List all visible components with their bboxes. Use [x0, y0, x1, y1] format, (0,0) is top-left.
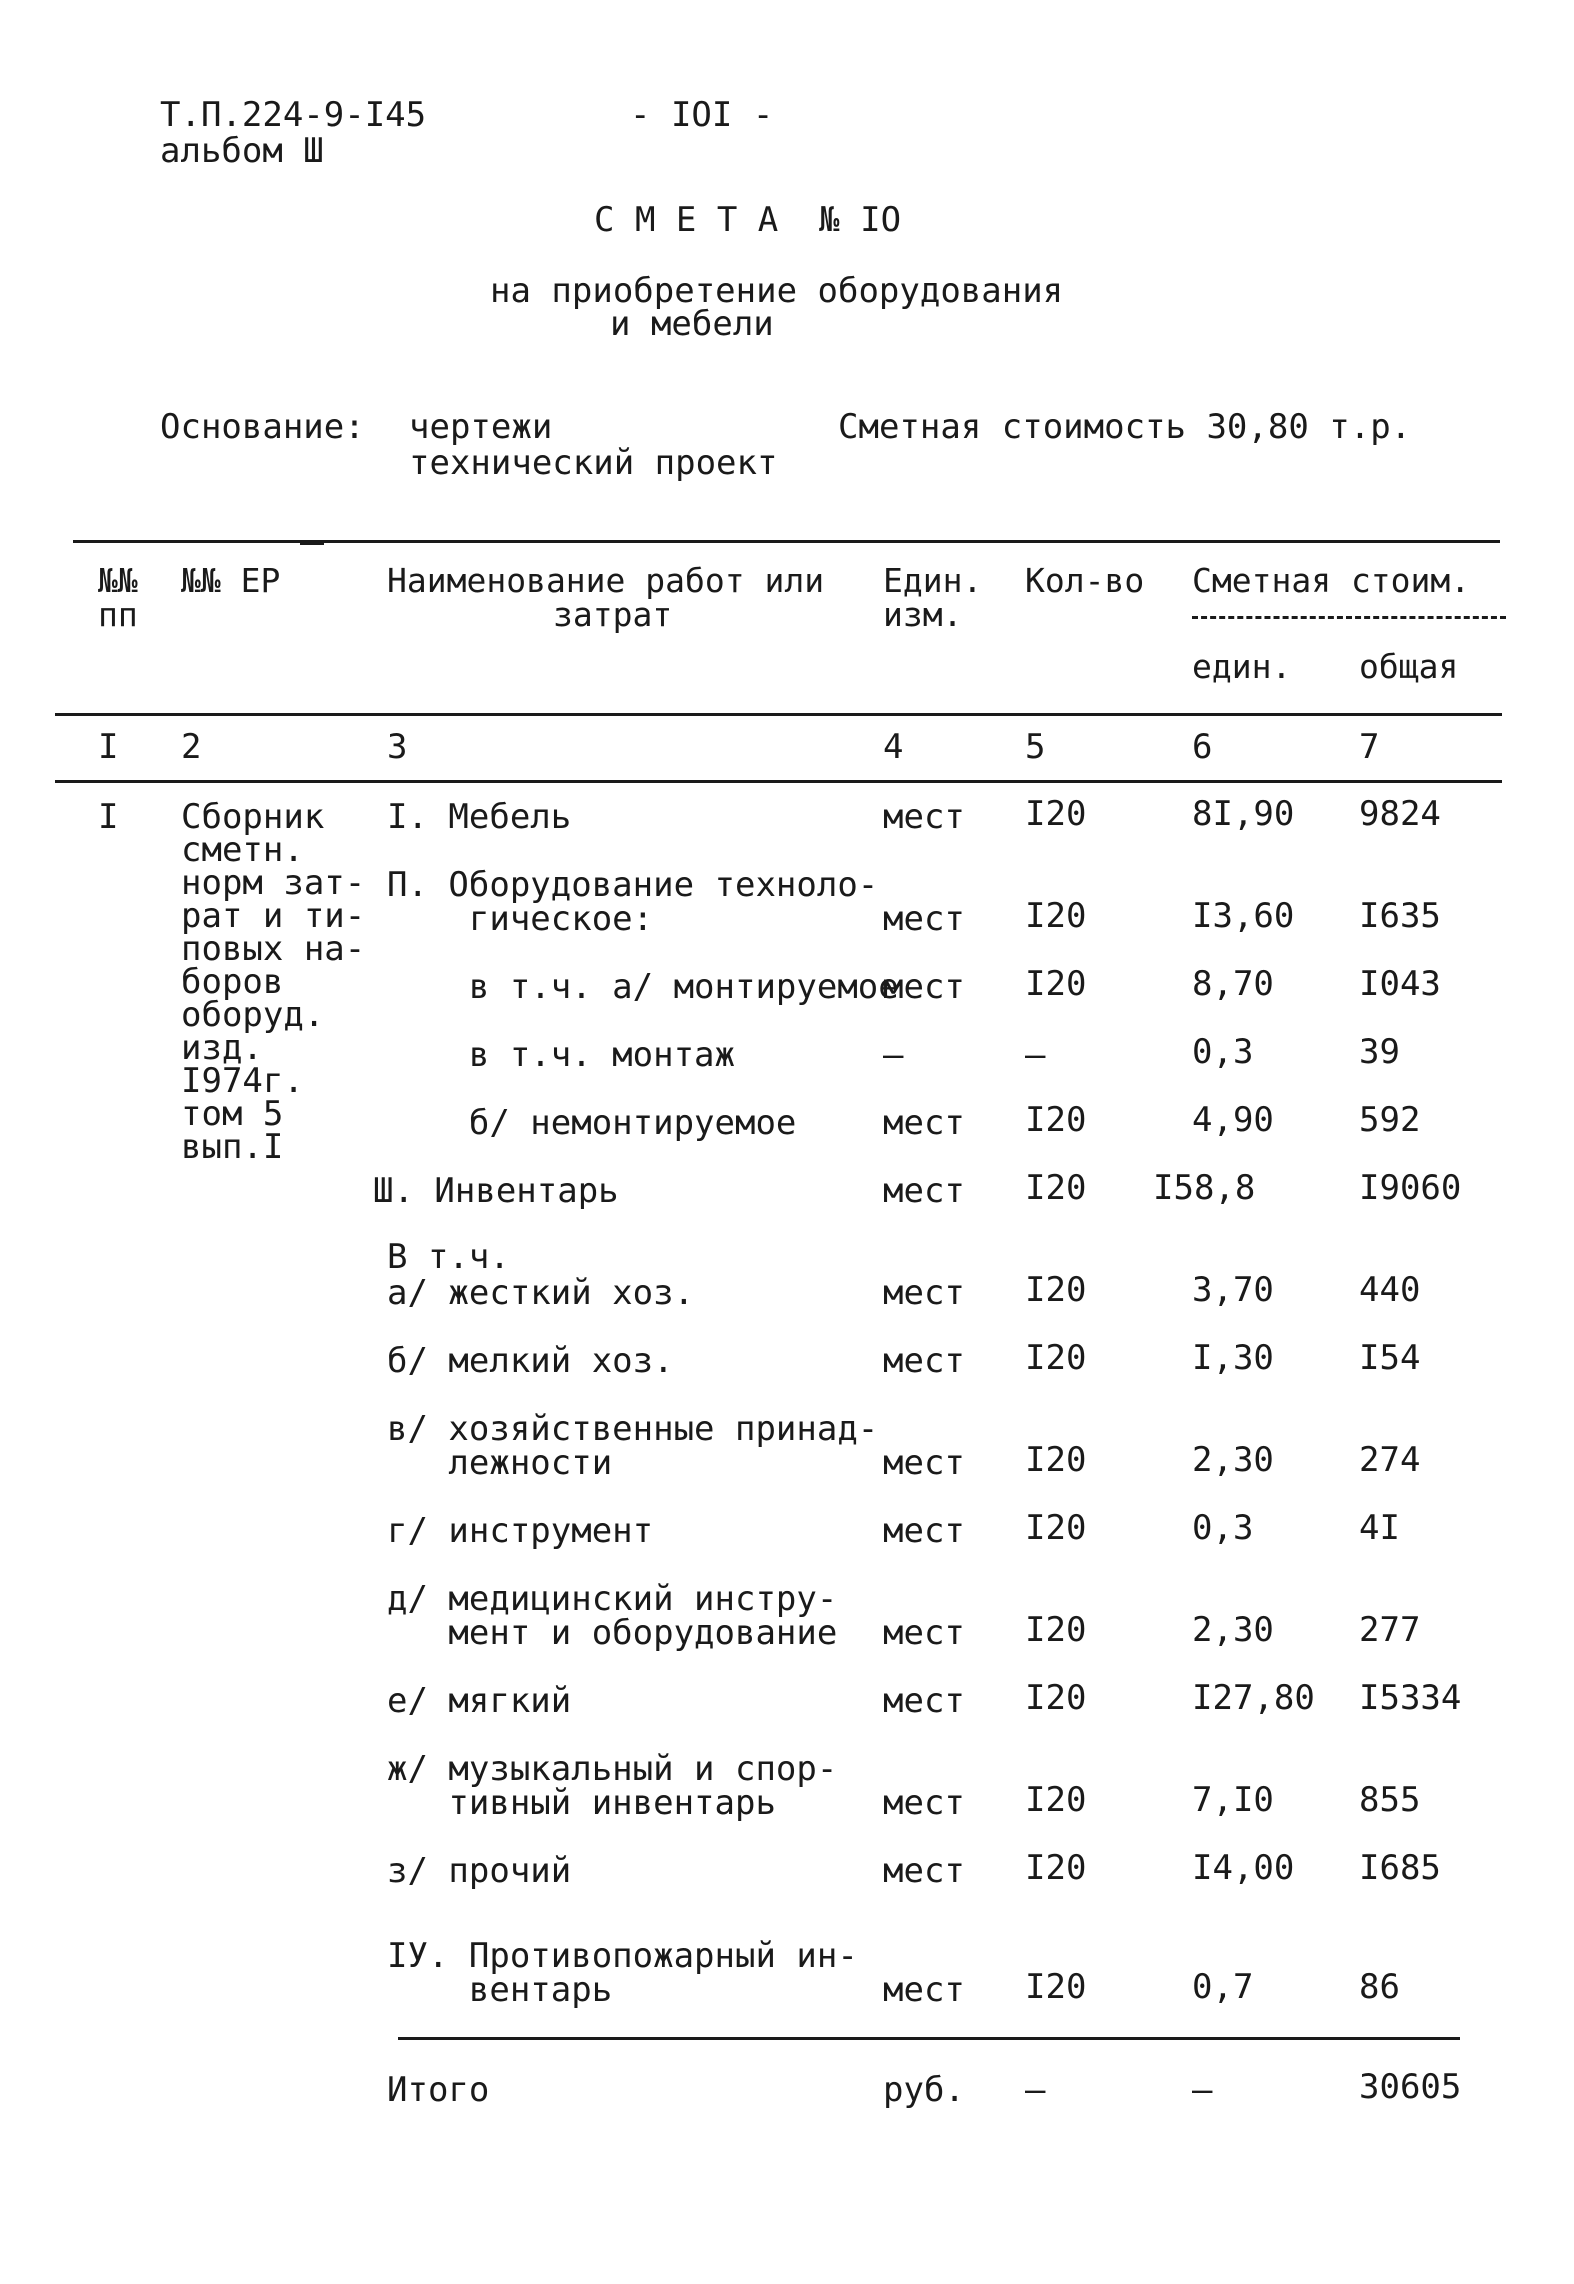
row-name: гическое: — [387, 899, 654, 939]
source-line: повых на- — [181, 929, 366, 969]
row-unit: мест — [883, 1511, 965, 1551]
source-line: I974г. — [181, 1061, 304, 1101]
source-line: изд. — [181, 1028, 263, 1068]
row-name: б/ мелкий хоз. — [387, 1341, 674, 1381]
col-header-unit-line1: Един. — [883, 561, 983, 600]
row-name: в т.ч. а/ монтируемое — [387, 967, 899, 1007]
row-total: I635 — [1359, 896, 1441, 936]
row-unit: мест — [883, 1171, 965, 1211]
row-qty: I20 — [1025, 964, 1087, 1004]
row-total: 274 — [1359, 1440, 1421, 1480]
row-total: I5334 — [1359, 1678, 1462, 1718]
total-price: – — [1192, 2070, 1213, 2110]
row-price: 0,3 — [1192, 1508, 1254, 1548]
row-qty: I20 — [1025, 1338, 1087, 1378]
row-name: I. Мебель — [387, 797, 572, 837]
row-unit: мест — [883, 1681, 965, 1721]
row-name: вентарь — [387, 1970, 613, 2010]
row-total: I043 — [1359, 964, 1441, 1004]
row-qty: I20 — [1025, 794, 1087, 834]
row-qty: I20 — [1025, 1967, 1087, 2007]
row-unit: мест — [883, 1783, 965, 1823]
row-name: П. Оборудование техноло- — [387, 865, 879, 905]
source-line: рат и ти- — [181, 896, 366, 936]
row-price: I27,80 — [1192, 1678, 1315, 1718]
cost-header-dashed-rule — [1192, 616, 1506, 619]
row-total: 440 — [1359, 1270, 1421, 1310]
row-name: д/ медицинский инстру- — [387, 1579, 838, 1619]
col-header-cost: Сметная стоим. — [1192, 561, 1471, 600]
estimated-cost: Сметная стоимость 30,80 т.р. — [838, 407, 1412, 447]
source-line: сметн. — [181, 830, 304, 870]
row-name: е/ мягкий — [387, 1681, 572, 1721]
total-qty: – — [1025, 2070, 1046, 2110]
col-number: 5 — [1025, 727, 1046, 767]
col-header-name-line2: затрат — [553, 595, 673, 634]
basis-label: Основание: — [160, 407, 365, 447]
row-name: а/ жесткий хоз. — [387, 1273, 695, 1313]
col-number: I — [98, 727, 119, 767]
row-name: IУ. Противопожарный ин- — [387, 1936, 858, 1976]
source-line: Сборник — [181, 797, 325, 837]
row-price: 3,70 — [1192, 1270, 1274, 1310]
row-unit: мест — [883, 797, 965, 837]
source-line: оборуд. — [181, 995, 325, 1035]
row-price: I3,60 — [1192, 896, 1295, 936]
col-header-cost-unit: един. — [1192, 647, 1292, 686]
row-qty: I20 — [1025, 1508, 1087, 1548]
row-total: 855 — [1359, 1780, 1421, 1820]
row-name: б/ немонтируемое — [387, 1103, 797, 1143]
row-unit: мест — [883, 899, 965, 939]
row-price: 8I,90 — [1192, 794, 1295, 834]
row-name: г/ инструмент — [387, 1511, 654, 1551]
row-unit: мест — [883, 1851, 965, 1891]
row-qty: I20 — [1025, 1610, 1087, 1650]
source-line: том 5 — [181, 1094, 284, 1134]
row-total: 86 — [1359, 1967, 1400, 2007]
row-total: 39 — [1359, 1032, 1400, 1072]
row-unit: мест — [883, 1613, 965, 1653]
row-total: 9824 — [1359, 794, 1441, 834]
header-bottom-rule — [55, 713, 1502, 716]
row-unit: мест — [883, 1443, 965, 1483]
row-price: 0,3 — [1192, 1032, 1254, 1072]
row-qty: I20 — [1025, 1270, 1087, 1310]
row-price: 2,30 — [1192, 1440, 1274, 1480]
row-price: I58,8 — [1153, 1168, 1256, 1208]
col-number: 2 — [181, 727, 202, 767]
row-name: в/ хозяйственные принад- — [387, 1409, 879, 1449]
row-qty: I20 — [1025, 1168, 1087, 1208]
table-top-rule-tick — [300, 542, 324, 545]
document-subtitle-line1: на приобретение оборудования — [490, 271, 1064, 311]
total-label: Итого — [387, 2070, 490, 2110]
source-line: вып.I — [181, 1127, 284, 1167]
row-price: 4,90 — [1192, 1100, 1274, 1140]
col-number: 3 — [387, 727, 408, 767]
basis-line2: технический проект — [409, 443, 778, 483]
document-code: Т.П.224-9-I45 — [160, 95, 427, 135]
row-qty: I20 — [1025, 1100, 1087, 1140]
row-total: 277 — [1359, 1610, 1421, 1650]
row-total: I54 — [1359, 1338, 1421, 1378]
row-number: I — [98, 797, 119, 837]
row-qty: I20 — [1025, 1848, 1087, 1888]
row-name: ж/ музыкальный и спор- — [387, 1749, 838, 1789]
row-unit: мест — [883, 1341, 965, 1381]
row-name: Ш. Инвентарь — [373, 1171, 619, 1211]
row-price: 8,70 — [1192, 964, 1274, 1004]
total-sum: 30605 — [1359, 2067, 1462, 2107]
col-number: 6 — [1192, 727, 1213, 767]
row-price: I4,00 — [1192, 1848, 1295, 1888]
col-header-unit-line2: изм. — [883, 595, 963, 634]
album-label: альбом Ш — [160, 131, 324, 171]
col-number: 4 — [883, 727, 904, 767]
numbers-bottom-rule — [55, 780, 1502, 783]
row-name: тивный инвентарь — [387, 1783, 776, 1823]
table-top-rule — [73, 540, 1500, 543]
document-title: С М Е Т А № IO — [594, 200, 902, 240]
col-header-er: №№ ЕР — [181, 561, 281, 600]
col-number: 7 — [1359, 727, 1380, 767]
row-qty: – — [1025, 1035, 1046, 1075]
row-price: I,30 — [1192, 1338, 1274, 1378]
row-unit: мест — [883, 1103, 965, 1143]
row-total: 4I — [1359, 1508, 1400, 1548]
row-price: 0,7 — [1192, 1967, 1254, 2007]
row-price: 2,30 — [1192, 1610, 1274, 1650]
page-number: - IOI - — [630, 95, 774, 135]
row-name: в т.ч. монтаж — [387, 1035, 735, 1075]
source-line: боров — [181, 962, 284, 1002]
col-header-num-line1: №№ — [98, 561, 138, 600]
row-total: 592 — [1359, 1100, 1421, 1140]
col-header-name-line1: Наименование работ или — [387, 561, 825, 600]
basis-line1: чертежи — [409, 407, 553, 447]
row-name: мент и оборудование — [387, 1613, 838, 1653]
row-qty: I20 — [1025, 1678, 1087, 1718]
row-total: I685 — [1359, 1848, 1441, 1888]
total-unit: руб. — [883, 2070, 965, 2110]
row-unit: мест — [883, 1970, 965, 2010]
row-price: 7,I0 — [1192, 1780, 1274, 1820]
row-unit: мест — [883, 1273, 965, 1313]
row-qty: I20 — [1025, 1780, 1087, 1820]
col-header-qty: Кол-во — [1025, 561, 1145, 600]
row-total: I9060 — [1359, 1168, 1462, 1208]
row-unit: мест — [883, 967, 965, 1007]
col-header-num-line2: пп — [98, 595, 138, 634]
source-line: норм зат- — [181, 863, 366, 903]
row-name: лежности — [387, 1443, 613, 1483]
row-qty: I20 — [1025, 896, 1087, 936]
row-unit: – — [883, 1035, 904, 1075]
row-name: з/ прочий — [387, 1851, 572, 1891]
row-qty: I20 — [1025, 1440, 1087, 1480]
document-subtitle-line2: и мебели — [610, 304, 774, 344]
col-header-cost-total: общая — [1359, 647, 1459, 686]
total-rule — [398, 2037, 1460, 2040]
row-name: В т.ч. — [387, 1237, 510, 1277]
